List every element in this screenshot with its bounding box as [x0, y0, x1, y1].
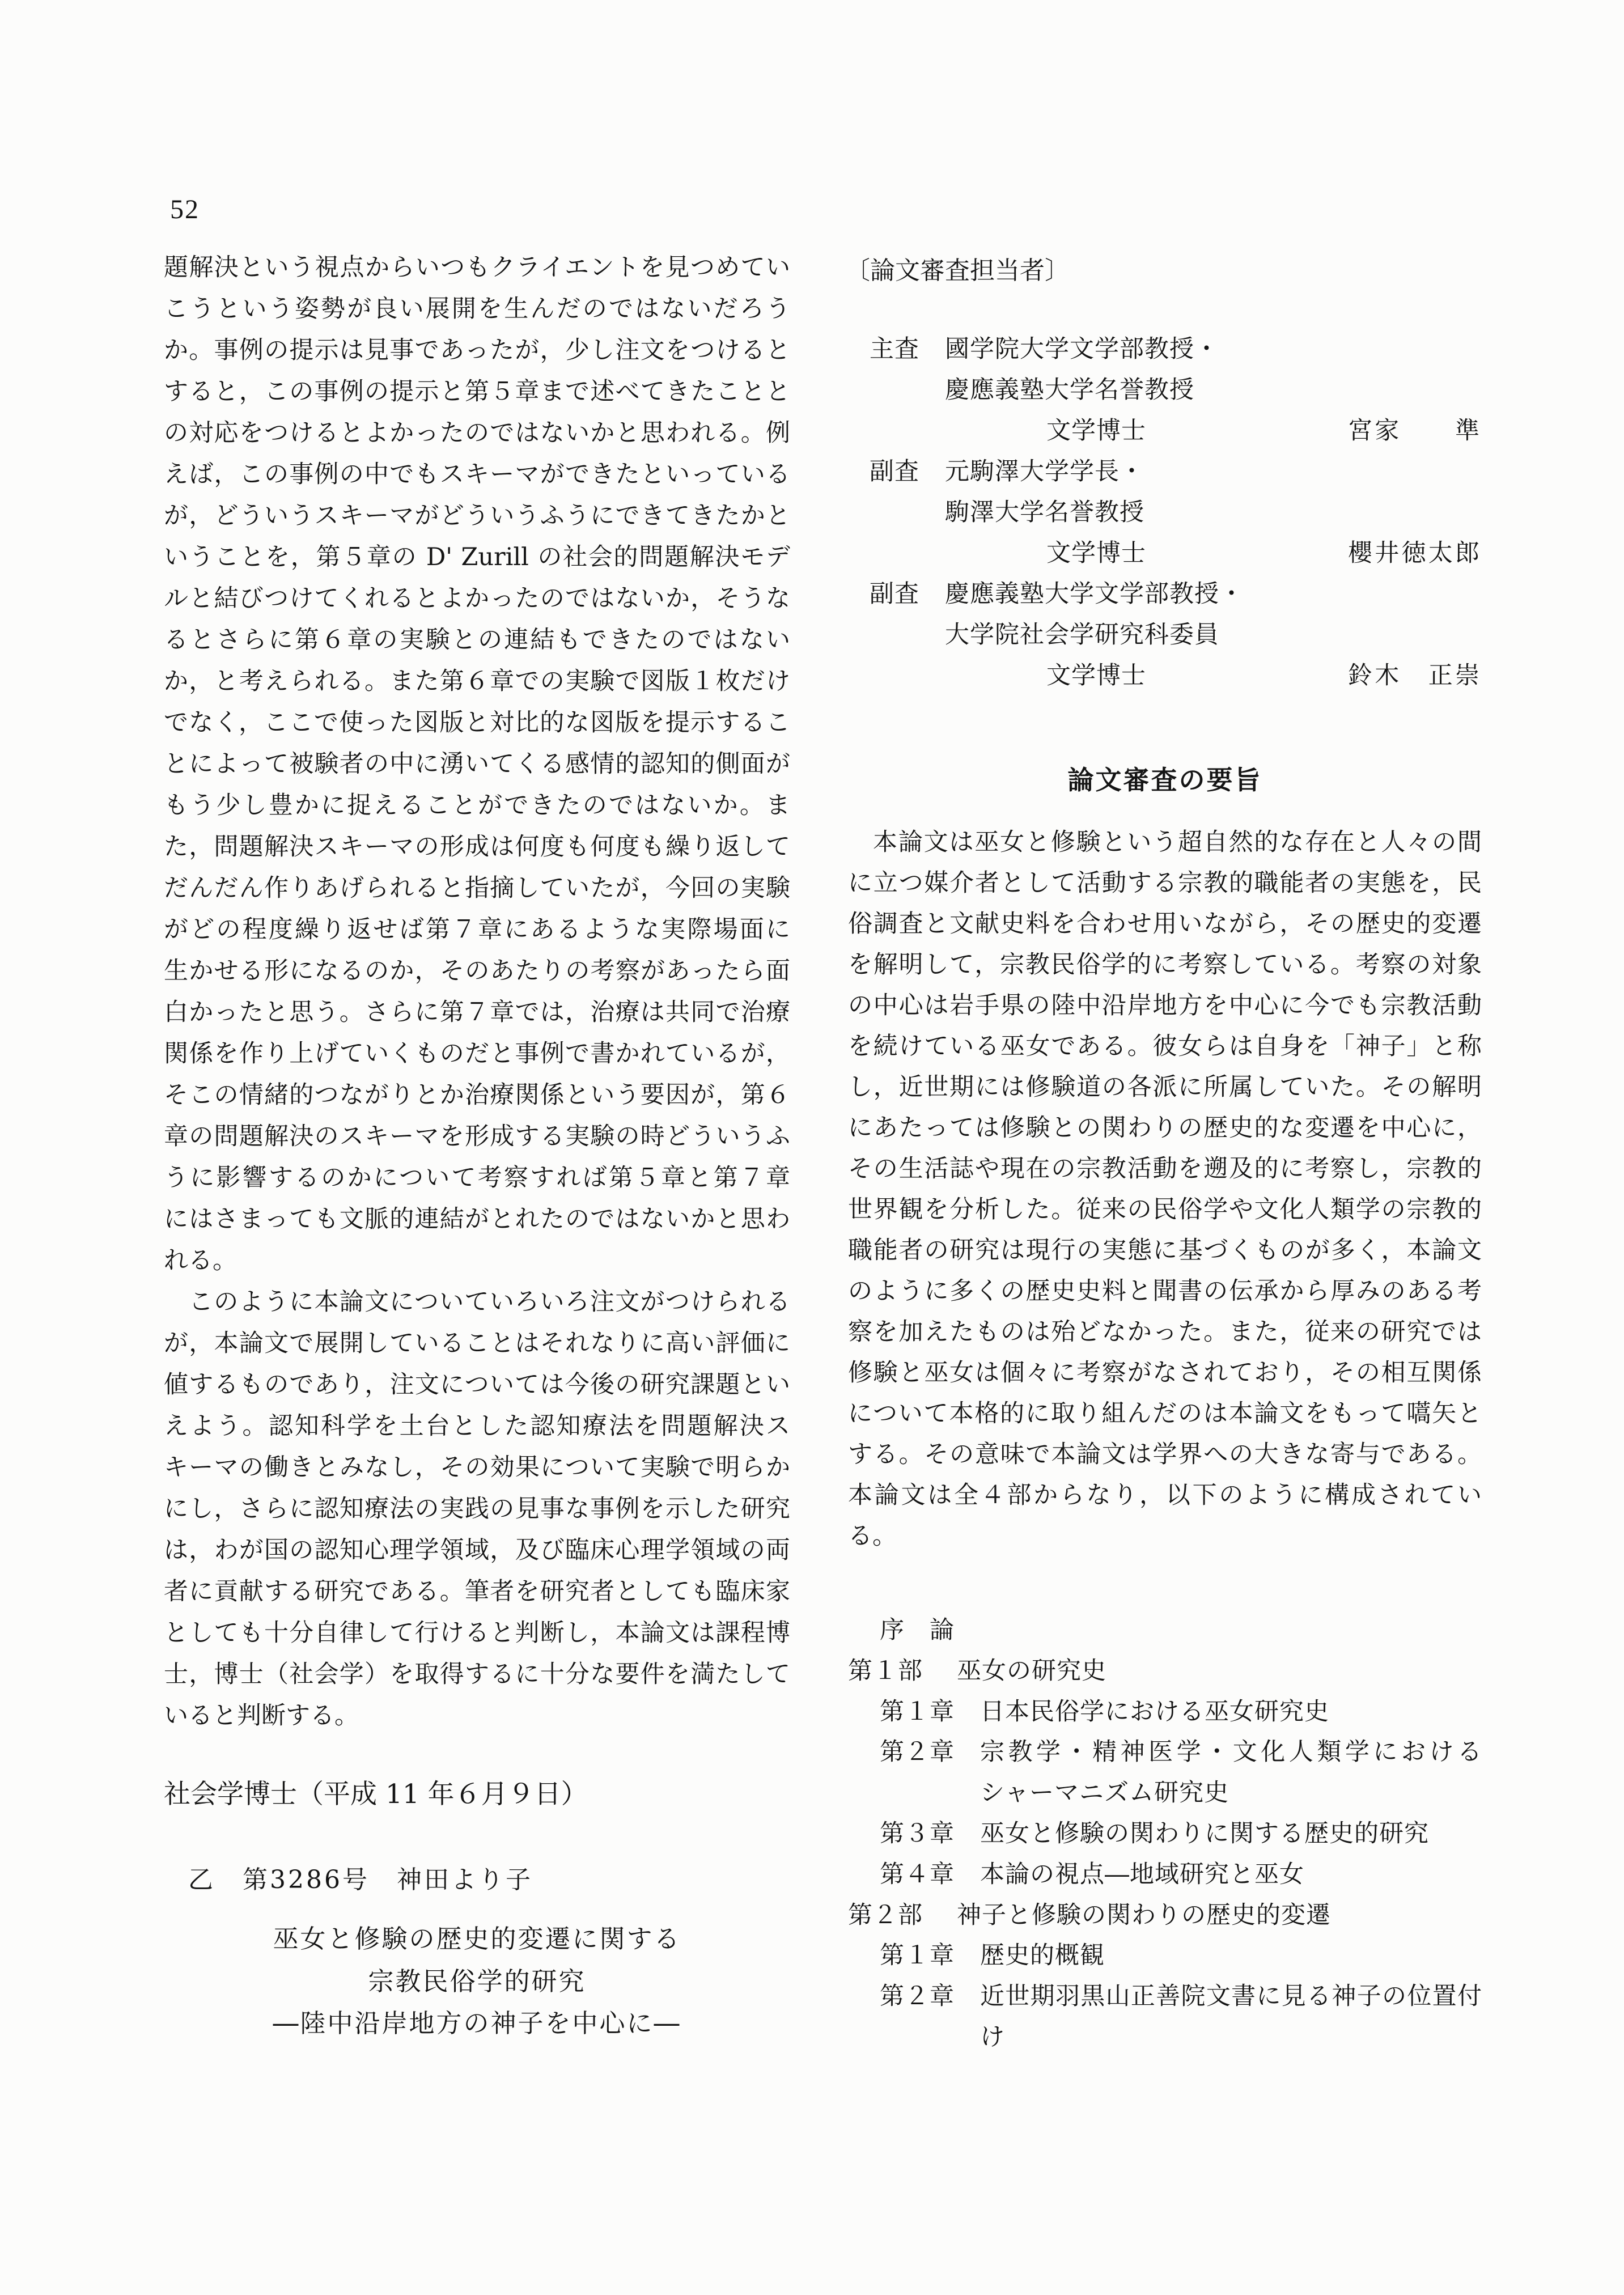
body-text-line: にし，さらに認知療法の実践の見事な事例を示した研究 — [164, 1495, 790, 1523]
body-text-line: 本論文は全４部からなり，以下のように構成されてい — [848, 1481, 1482, 1509]
body-text-line: 修験と巫女は個々に考察がなされており，その相互関係 — [848, 1359, 1482, 1387]
body-text-line: えよう。認知科学を土台とした認知療法を問題解決ス — [164, 1412, 790, 1440]
toc-label: 序 論 — [880, 1616, 955, 1644]
body-text-line: るとさらに第６章の実験との連結もできたのではない — [164, 626, 790, 654]
body-text-line: る。 — [848, 1522, 897, 1550]
toc-entry — [848, 1895, 1482, 1936]
committee-row — [848, 370, 1482, 410]
page-number: 52 — [170, 194, 200, 224]
toc-label: 第４章 — [880, 1860, 955, 1889]
body-text-line: いうことを，第５章の D' Zurill の社会的問題解決モデ — [164, 543, 790, 571]
body-text-line: そこの情緒的つながりとか治療関係という要因が，第６ — [164, 1081, 790, 1109]
body-text-line: キーマの働きとみなし，その効果について実験で明らか — [164, 1453, 790, 1482]
body-text-line: にあたっては修験との関わりの歴史的な変遷を中心に， — [848, 1114, 1482, 1142]
committee-degree: 文学博士 — [1046, 661, 1146, 690]
committee-row — [848, 655, 1482, 696]
body-text-line: 値するものであり，注文については今後の研究課題とい — [164, 1371, 790, 1399]
toc-entry — [848, 1692, 1482, 1733]
toc-label: 第２章 — [880, 1982, 955, 2011]
body-text-line: でなく，ここで使った図版と対比的な図版を提示するこ — [164, 709, 790, 737]
thesis-title — [164, 1918, 790, 2045]
body-text-line: 章の問題解決のスキーマを形成する実験の時どういうふ — [164, 1122, 790, 1151]
toc-title: 歴史的概観 — [980, 1941, 1105, 1970]
body-text-line: を解明して，宗教民俗学的に考察している。考察の対象 — [848, 951, 1482, 979]
thesis-title-line: 宗教民俗学的研究 — [368, 1966, 586, 1996]
committee-heading: 〔論文審査担当者〕 — [845, 256, 1070, 285]
committee-row — [848, 614, 1482, 655]
body-text-line: について本格的に取り組んだのは本論文をもって嚆矢と — [848, 1399, 1482, 1428]
body-text-line: の中心は岩手県の陸中沿岸地方を中心に今でも宗教活動 — [848, 991, 1482, 1020]
committee-affiliation: 元駒澤大学学長・ — [945, 457, 1144, 486]
body-text-line: に立つ媒介者として活動する宗教的職能者の実態を，民 — [848, 869, 1482, 897]
toc-entry — [848, 1814, 1482, 1855]
committee-role: 副査 — [870, 580, 919, 608]
body-text-line: すると，この事例の提示と第５章まで述べてきたことと — [164, 377, 790, 406]
committee-name: 宮家 準 — [1348, 417, 1479, 445]
body-text-line: だんだん作りあげられると指摘していたが，今回の実験 — [164, 874, 790, 902]
summary-text — [848, 822, 1482, 1556]
toc-label: 第２部 — [848, 1901, 923, 1929]
body-text-line: 俗調査と文献史料を合わせ用いながら，その歴史的変遷 — [848, 910, 1482, 938]
committee-row — [848, 533, 1482, 574]
body-text-line: し，近世期には修験道の各派に所属していた。その解明 — [848, 1073, 1482, 1101]
thesis-registration: 乙 第3286号 神田より子 — [188, 1865, 533, 1894]
body-text-line: のように多くの歴史史料と聞書の伝承から厚みのある考 — [848, 1277, 1482, 1305]
body-text-line: する。その意味で本論文は学界への大きな寄与である。 — [848, 1440, 1482, 1469]
toc-entry — [848, 1651, 1482, 1692]
body-text-line: 本論文は巫女と修験という超自然的な存在と人々の間 — [873, 828, 1482, 856]
body-text-line: にはさまっても文脈的連結がとれたのではないかと思わ — [164, 1205, 790, 1233]
committee-role: 主査 — [870, 335, 919, 363]
body-text-line: 職能者の研究は現行の実態に基づくものが多く，本論文 — [848, 1236, 1482, 1265]
toc-title: 巫女の研究史 — [957, 1656, 1106, 1685]
committee-row — [848, 574, 1482, 614]
body-text-line: ルと結びつけてくれるとよかったのではないか，そうな — [164, 584, 790, 613]
toc-title-continued: シャーマニズム研究史 — [980, 1779, 1229, 1808]
body-text-line: このように本論文についていろいろ注文がつけられる — [189, 1288, 790, 1316]
committee-row — [848, 329, 1482, 370]
toc-title-continued: け — [980, 2022, 1005, 2051]
thesis-subtitle: ―陸中沿岸地方の神子を中心に― — [273, 2008, 681, 2038]
toc-label: 第１章 — [880, 1941, 955, 1970]
body-text-line: た，問題解決スキーマの形成は何度も何度も繰り返して — [164, 833, 790, 861]
committee-row — [848, 451, 1482, 492]
summary-heading: 論文審査の要旨 — [1067, 765, 1262, 795]
toc-entry — [848, 1855, 1482, 1895]
committee-affiliation: 慶應義塾大学名誉教授 — [945, 376, 1194, 404]
table-of-contents — [848, 1610, 1482, 2058]
body-text-line: の対応をつけるとよかったのではないかと思われる。例 — [164, 419, 790, 447]
committee-row — [848, 410, 1482, 451]
toc-title: 本論の視点―地域研究と巫女 — [980, 1860, 1304, 1889]
left-column-review-text — [164, 247, 790, 1737]
toc-title: 巫女と修験の関わりに関する歴史的研究 — [980, 1819, 1429, 1848]
toc-entry-continued — [848, 2017, 1482, 2058]
toc-entry — [848, 1976, 1482, 2017]
body-text-line: こうという姿勢が良い展開を生んだのではないだろう — [164, 295, 790, 323]
thesis-title-line: 巫女と修験の歴史的変遷に関する — [273, 1924, 681, 1954]
body-text-line: が，どういうスキーマがどういうふうにできてきたかと — [164, 502, 790, 530]
body-text-line: とによって被験者の中に湧いてくる感情的認知的側面が — [164, 750, 790, 778]
committee-affiliation: 駒澤大学名誉教授 — [945, 498, 1144, 527]
committee-affiliation: 大学院社会学研究科委員 — [945, 621, 1219, 649]
toc-title: 神子と修験の関わりの歴史的変遷 — [957, 1901, 1331, 1929]
degree-heading: 社会学博士（平成 11 年６月９日） — [164, 1779, 588, 1810]
toc-entry — [848, 1610, 1482, 1651]
body-text-line: その生活誌や現在の宗教活動を遡及的に考察し，宗教的 — [848, 1155, 1482, 1183]
body-text-line: としても十分自律して行けると判断し，本論文は課程博 — [164, 1619, 790, 1647]
body-text-line: 関係を作り上げていくものだと事例で書かれているが， — [164, 1040, 790, 1068]
body-text-line: いると判断する。 — [164, 1702, 359, 1730]
committee-name: 櫻井徳太郎 — [1348, 539, 1479, 567]
toc-label: 第３章 — [880, 1819, 955, 1848]
committee-affiliation: 國学院大学文学部教授・ — [945, 335, 1219, 363]
committee-name: 鈴木 正崇 — [1348, 661, 1479, 690]
body-text-line: は，わが国の認知心理学領域，及び臨床心理学領域の両 — [164, 1536, 790, 1564]
body-text-line: がどの程度繰り返せば第７章にあるような実際場面に — [164, 915, 790, 944]
body-text-line: 生かせる形になるのか，そのあたりの考察があったら面 — [164, 957, 790, 985]
body-text-line: 題解決という視点からいつもクライエントを見つめてい — [164, 253, 790, 282]
body-text-line: えば，この事例の中でもスキーマができたといっている — [164, 460, 790, 489]
body-text-line: 者に貢献する研究である。筆者を研究者としても臨床家 — [164, 1577, 790, 1606]
toc-label: 第２章 — [880, 1738, 955, 1767]
committee-degree: 文学博士 — [1046, 417, 1146, 445]
body-text-line: もう少し豊かに捉えることができたのではないか。ま — [164, 791, 790, 820]
committee-list — [848, 329, 1482, 696]
body-text-line: か。事例の提示は見事であったが，少し注文をつけると — [164, 336, 790, 364]
toc-title: 日本民俗学における巫女研究史 — [980, 1697, 1329, 1726]
body-text-line: うに影響するのかについて考察すれば第５章と第７章 — [164, 1164, 790, 1192]
committee-affiliation: 慶應義塾大学文学部教授・ — [945, 580, 1244, 608]
committee-role: 副査 — [870, 457, 919, 486]
body-text-line: れる。 — [164, 1246, 237, 1275]
body-text-line: を続けている巫女である。彼女らは自身を「神子」と称 — [848, 1032, 1482, 1060]
body-text-line: が，本論文で展開していることはそれなりに高い評価に — [164, 1329, 790, 1358]
toc-title: 宗教学・精神医学・文化人類学における — [980, 1738, 1482, 1767]
body-text-line: か，と考えられる。また第６章での実験で図版１枚だけ — [164, 667, 790, 695]
body-text-line: 察を加えたものは殆どなかった。また，従来の研究では — [848, 1318, 1482, 1346]
toc-entry-continued — [848, 1773, 1482, 1814]
toc-entry — [848, 1732, 1482, 1773]
body-text-line: 士，博士（社会学）を取得するに十分な要件を満たして — [164, 1660, 790, 1689]
toc-title: 近世期羽黒山正善院文書に見る神子の位置付 — [980, 1982, 1482, 2011]
toc-label: 第１部 — [848, 1656, 923, 1685]
toc-entry — [848, 1936, 1482, 1976]
toc-label: 第１章 — [880, 1697, 955, 1726]
committee-row — [848, 492, 1482, 533]
committee-degree: 文学博士 — [1046, 539, 1146, 567]
body-text-line: 世界観を分析した。従来の民俗学や文化人類学の宗教的 — [848, 1195, 1482, 1224]
body-text-line: 白かったと思う。さらに第７章では，治療は共同で治療 — [164, 998, 790, 1026]
